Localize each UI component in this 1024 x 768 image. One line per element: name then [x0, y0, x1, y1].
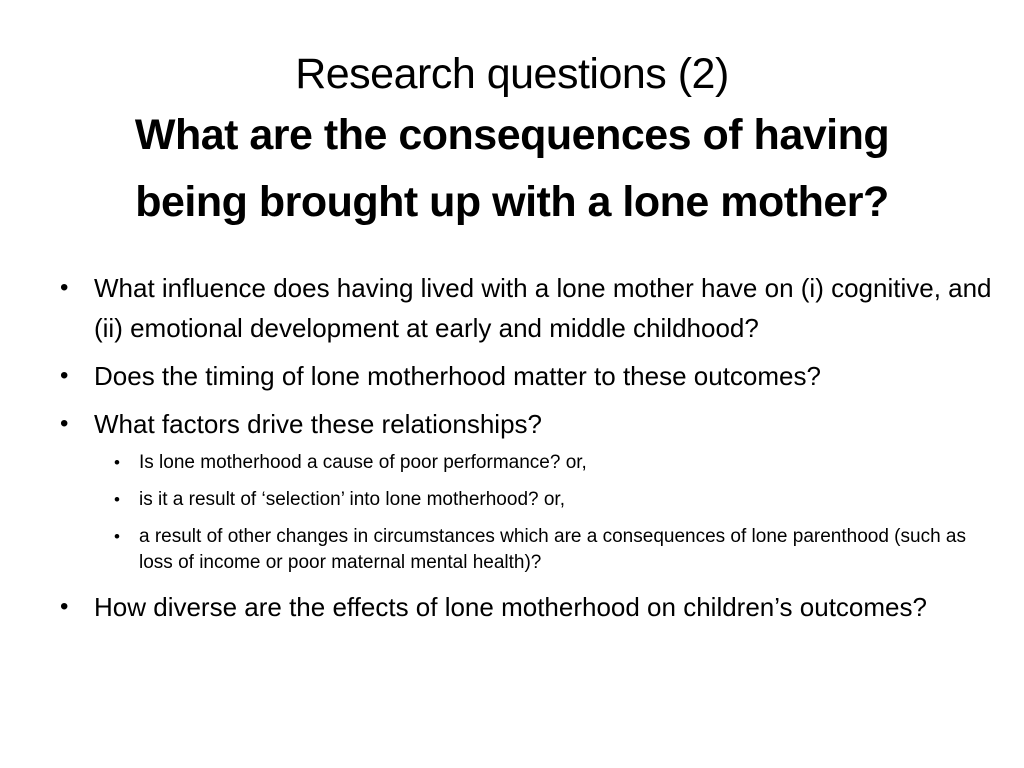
title-block: [40, 46, 984, 236]
subtitle-line-2: being brought up with a lone mother?: [135, 178, 889, 226]
sub-bullet-icon: •: [114, 527, 120, 546]
bullet-icon: •: [60, 274, 69, 301]
sub-bullet-text: a result of other changes in circumstances which are a consequences of lone parenthood (such as loss of income or poor maternal mental health)?: [139, 526, 966, 573]
sub-bullet-item-2: [94, 487, 996, 513]
bullet-icon: •: [60, 593, 69, 620]
sub-bullet-list: [94, 450, 996, 576]
bullet-icon: •: [60, 410, 69, 437]
bullet-text: What influence does having lived with a lone mother have on (i) cognitive, and (ii) emotional development at early and middle childhood?: [94, 273, 992, 343]
slide-title: Research questions (2): [295, 50, 729, 98]
bullet-text: How diverse are the effects of lone motherhood on children’s outcomes?: [94, 592, 927, 622]
bullet-list: [56, 268, 996, 627]
sub-bullet-item-3: [94, 524, 996, 576]
sub-bullet-item-1: [94, 450, 996, 476]
sub-bullet-text: is it a result of ‘selection’ into lone motherhood? or,: [139, 489, 565, 510]
bullet-item-3: [56, 404, 996, 576]
sub-bullet-text: Is lone motherhood a cause of poor performance? or,: [139, 452, 587, 473]
sub-bullet-icon: •: [114, 453, 120, 472]
bullet-item-2: [56, 356, 996, 396]
sub-bullet-icon: •: [114, 490, 120, 509]
bullet-text: What factors drive these relationships?: [94, 409, 542, 439]
bullet-item-1: [56, 268, 996, 348]
subtitle-line-1: What are the consequences of having: [134, 111, 890, 159]
slide-subtitle: [40, 102, 984, 236]
bullet-item-4: [56, 587, 996, 627]
bullet-content: [56, 268, 996, 635]
bullet-icon: •: [60, 362, 69, 389]
bullet-text: Does the timing of lone motherhood matter to these outcomes?: [94, 361, 821, 391]
